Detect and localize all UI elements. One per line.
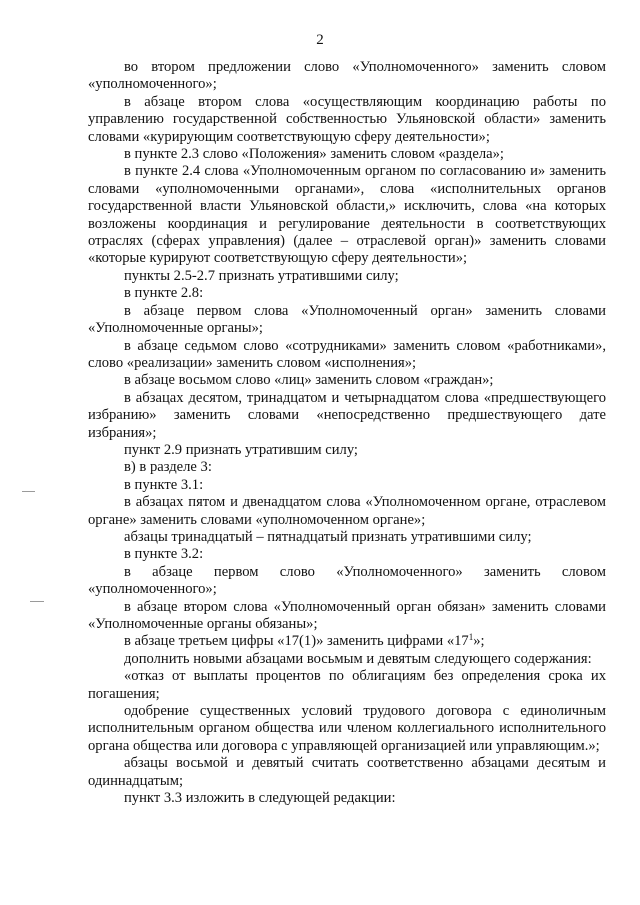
paragraph: дополнить новыми абзацами восьмым и девятым следующего содержания: xyxy=(124,650,592,667)
paragraph: абзацы восьмой и девятый считать соответственно абзацами десятым и одиннадцатым; xyxy=(88,755,606,789)
paragraph: в пункте 2.3 слово «Положения» заменить словом «раздела»; xyxy=(124,146,504,163)
paragraph: во втором предложении слово «Уполномоченного» заменить словом «уполномоченного»; xyxy=(88,59,606,93)
superscript-digit: 1 xyxy=(468,632,474,643)
paragraph: в абзаце втором слова «Уполномоченный орган обязан» заменить словами «Уполномоченные органы обязаны»; xyxy=(88,598,606,632)
scan-edge-mark xyxy=(30,601,44,602)
paragraph: пункт 3.3 изложить в следующей редакции: xyxy=(124,790,396,807)
paragraph: в абзаце втором слова «осуществляющим координацию работы по управлению государственной собственностью Ульяновской области» заменить словами «курирующим соответствующую сферу деятельности»; xyxy=(88,93,606,145)
paragraph: пункт 2.9 признать утратившим силу; xyxy=(124,441,358,458)
paragraph-digits xyxy=(88,633,606,650)
paragraph: в абзаце первом слово «Уполномоченного» заменить словом «уполномоченного»; xyxy=(88,563,606,598)
paragraph: в абзаце восьмом слово «лиц» заменить словом «граждан»; xyxy=(124,372,494,389)
digits-text-end: »; xyxy=(473,633,485,650)
paragraph: в пункте 2.4 слова «Уполномоченным органом по согласованию и» заменить словами «уполномоченными органами», слова «исполнительных органов государственной власти Ульяновской области,» исключить, слова «на которых возложены координация и регулирование деятельности в соответствующих отраслях (сферах управления) (далее – отраслевой орган)» заменить словами «которые курируют соответствующую сферу деятельности»; xyxy=(88,163,606,267)
scan-edge-mark xyxy=(22,491,35,492)
page-number: 2 xyxy=(316,32,324,48)
paragraph: в пункте 3.1: xyxy=(124,476,204,493)
digits-text: в абзаце третьем цифры «17(1)» заменить цифрами «17 xyxy=(124,633,469,650)
paragraph: в абзацах пятом и двенадцатом слова «Уполномоченном органе, отраслевом органе» заменить словами «уполномоченном органе»; xyxy=(88,494,606,528)
paragraph: в пункте 2.8: xyxy=(124,285,204,302)
document-body xyxy=(88,59,606,807)
paragraph: в) в разделе 3: xyxy=(124,459,212,476)
paragraph: в абзацах десятом, тринадцатом и четырнадцатом слова «предшествующего избранию» заменить словами «непосредственно предшествующего дате избрания»; xyxy=(88,389,606,441)
paragraph: в абзаце первом слова «Уполномоченный орган» заменить словами «Уполномоченные органы»; xyxy=(88,302,606,337)
paragraph: абзацы тринадцатый – пятнадцатый признать утратившими силу; xyxy=(124,528,532,545)
paragraph: «отказ от выплаты процентов по облигациям без определения срока их погашения; xyxy=(88,668,606,702)
paragraph: в абзаце седьмом слово «сотрудниками» заменить словом «работниками», слово «реализации» заменить словом «исполнения»; xyxy=(88,337,606,371)
paragraph: в пункте 3.2: xyxy=(124,546,204,563)
paragraph: пункты 2.5-2.7 признать утратившими силу; xyxy=(124,267,399,284)
paragraph: одобрение существенных условий трудового договора с единоличным исполнительным органом общества или членом коллегиального исполнительного органа общества или договора с управляющей организацией или управляющим.»; xyxy=(88,703,606,754)
